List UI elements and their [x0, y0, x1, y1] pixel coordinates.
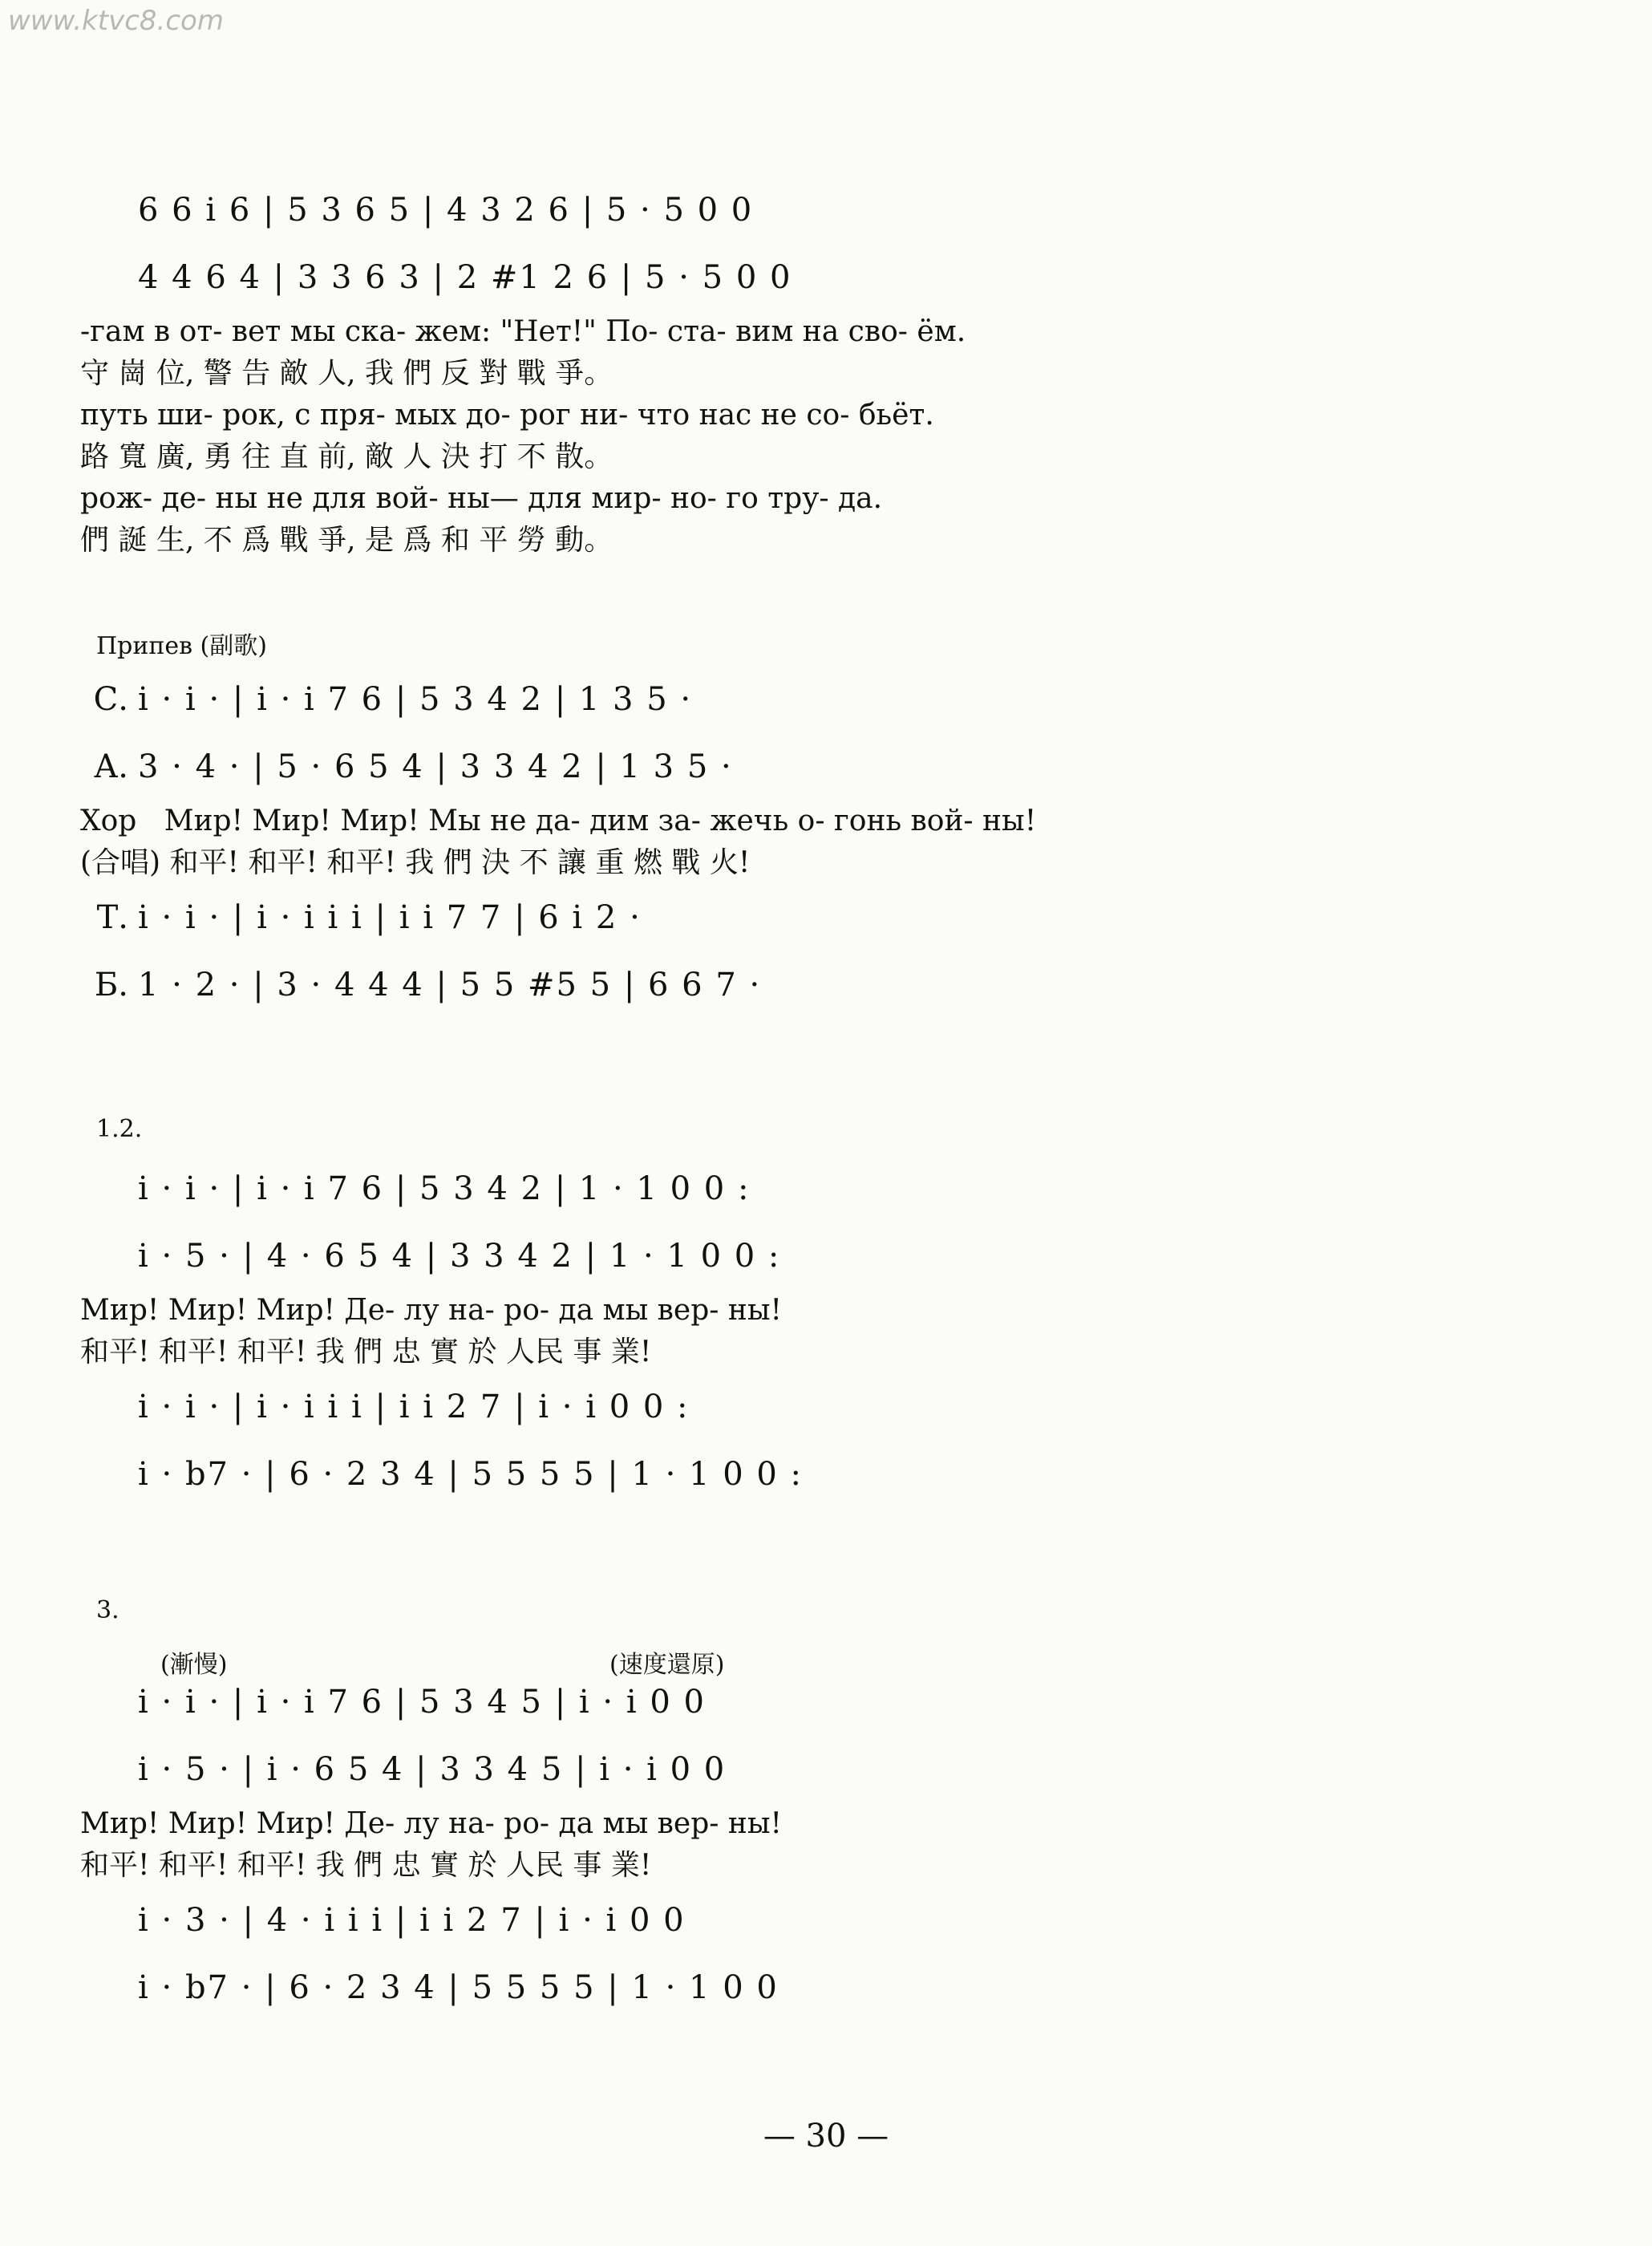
ending3-system	[56, 1668, 1548, 2021]
chorus-lyric-1	[56, 801, 1548, 842]
ending3-row-4: i · b7 · | 6 · 2 3 4 | 5 5 5 5 | 1 · 1 0 0	[138, 1969, 779, 2006]
verse-lyric-2: 守 崗 位, 警 告 敵 人, 我 們 反 對 戰 爭。	[80, 357, 613, 390]
chorus-lyric-2-text: 和平! 和平! 和平! 我 們 決 不 讓 重 燃 戰 火!	[169, 846, 751, 879]
ending12-lyric-1: Мир! Мир! Мир! Де- лу на- ро- да мы вер- ны!	[80, 1294, 783, 1327]
ending12-row-4: i · b7 · | 6 · 2 3 4 | 5 5 5 5 | 1 · 1 0 0 :	[138, 1456, 804, 1493]
verse-lyric-6: 們 誕 生, 不 爲 戰 爭, 是 爲 和 平 勞 動。	[80, 524, 613, 557]
soprano-label: С.	[93, 681, 128, 718]
ending12-row-3: i · i · | i · i i i | i i 2 7 | i · i 0 0 :	[138, 1389, 690, 1425]
hor-label: Хор	[80, 805, 137, 837]
verse-lyric-1: -гам в от- вет мы ска- жем: "Нет!" По- ста- вим на сво- ём.	[80, 315, 966, 348]
hor-cn-label: (合唱)	[80, 846, 161, 879]
ending12-row-1: i · i · | i · i 7 6 | 5 3 4 2 | 1 · 1 0 0 :	[138, 1170, 751, 1207]
ending12-system	[56, 1155, 1548, 1508]
ending3-row-1: i · i · | i · i 7 6 | 5 3 4 5 | i · i 0 0	[138, 1684, 706, 1721]
ending12-label: 1.2.	[96, 1115, 143, 1143]
ending3-label: 3.	[96, 1596, 119, 1624]
ending3-lyric-1: Мир! Мир! Мир! Де- лу на- ро- да мы вер- ны!	[80, 1807, 783, 1840]
verse-lyric-5: рож- де- ны не для вой- ны— для мир- но- го тру- да.	[80, 482, 883, 515]
verse-lower: 4 4 6 4 | 3 3 6 3 | 2 #1 2 6 | 5 · 5 0 0	[138, 259, 792, 296]
tenor-notes: i · i · | i · i i i | i i 7 7 | 6 i 2 ·	[138, 899, 642, 936]
ending12-lyric-2: 和平! 和平! 和平! 我 們 忠 實 於 人民 事 業!	[80, 1336, 652, 1368]
verse-system	[56, 176, 1548, 562]
ending3-row-2: i · 5 · | i · 6 5 4 | 3 3 4 5 | i · i 0 0	[138, 1751, 727, 1788]
ending12-row-2: i · 5 · | 4 · 6 5 4 | 3 3 4 2 | 1 · 1 0 0 :	[138, 1238, 781, 1275]
watermark: www.ktvc8.com	[8, 5, 224, 37]
chorus-lyric-2	[56, 842, 1548, 884]
bass-notes: 1 · 2 · | 3 · 4 4 4 | 5 5 #5 5 | 6 6 7 ·	[138, 967, 762, 1003]
tempo-ritardando: (漸慢)	[160, 1651, 228, 1679]
verse-lyric-4: 路 寬 廣, 勇 往 直 前, 敵 人 決 打 不 散。	[80, 440, 613, 473]
chorus-title: Припев (副歌)	[96, 632, 267, 660]
chorus-system	[56, 666, 1548, 1019]
ending3-lyric-2: 和平! 和平! 和平! 我 們 忠 實 於 人民 事 業!	[80, 1849, 652, 1882]
tenor-label: Т.	[96, 899, 128, 936]
alto-label: А.	[93, 748, 128, 785]
chorus-lyric-1-text: Мир! Мир! Мир! Мы не да- дим за- жечь о- гонь вой- ны!	[164, 805, 1037, 837]
soprano-notes: i · i · | i · i 7 6 | 5 3 4 2 | 1 3 5 ·	[138, 681, 693, 718]
ending3-row-3: i · 3 · | 4 · i i i | i i 2 7 | i · i 0 0	[138, 1902, 686, 1939]
alto-notes: 3 · 4 · | 5 · 6 5 4 | 3 3 4 2 | 1 3 5 ·	[138, 748, 733, 785]
verse-upper: 6 6 i 6 | 5 3 6 5 | 4 3 2 6 | 5 · 5 0 0	[138, 192, 754, 229]
verse-lyric-3: путь ши- рок, с пря- мых до- рог ни- что нас не со- бьёт.	[80, 399, 934, 432]
tempo-a-tempo: (速度還原)	[609, 1651, 725, 1679]
page-number: — 30 —	[763, 2118, 889, 2155]
bass-label: Б.	[94, 967, 128, 1003]
